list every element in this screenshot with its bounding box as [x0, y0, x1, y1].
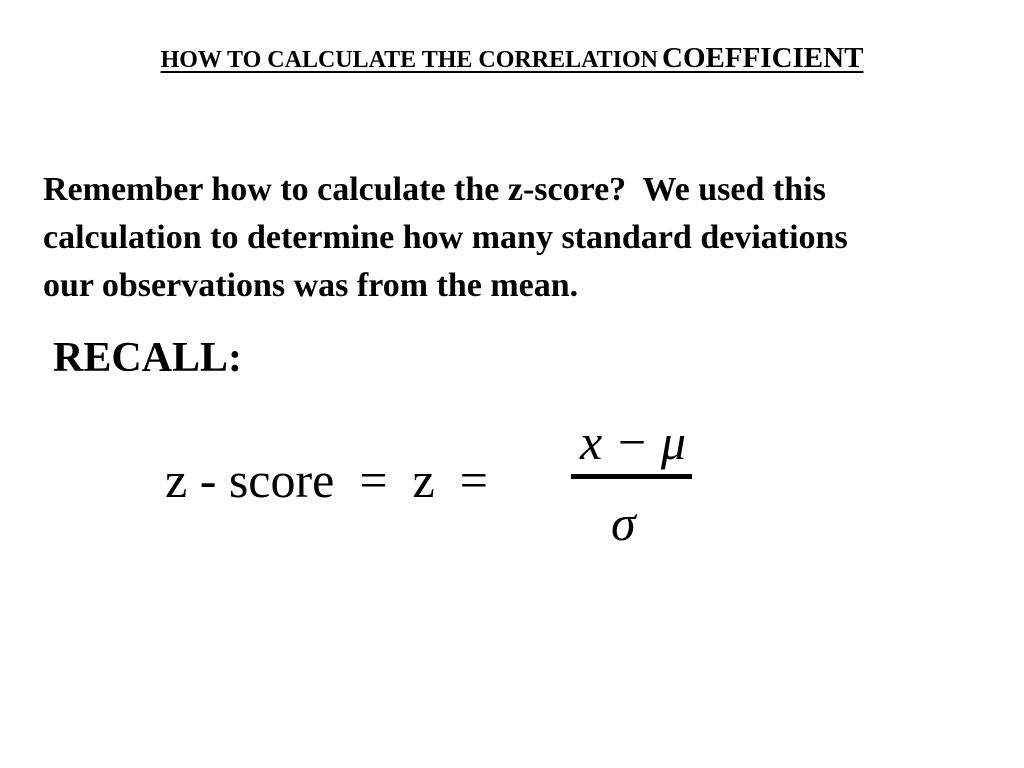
fraction-numerator: x − μ [580, 414, 687, 470]
recall-heading: RECALL: [53, 335, 243, 381]
intro-line-2: calculation to determine how many standard deviations [43, 219, 848, 256]
fraction-denominator: σ [611, 495, 636, 551]
title-part-1: HOW TO CALCULATE THE CORRELATION [160, 47, 659, 73]
fraction-bar [571, 474, 692, 479]
page-title [0, 42, 1024, 75]
intro-line-3: our observations was from the mean. [43, 267, 579, 304]
intro-line-1: Remember how to calculate the z-score? We used this [43, 171, 826, 208]
intro-paragraph [43, 166, 1003, 310]
formula-left-side: z - score = z = [165, 452, 488, 508]
title-part-2: COEFFICIENT [662, 42, 864, 74]
